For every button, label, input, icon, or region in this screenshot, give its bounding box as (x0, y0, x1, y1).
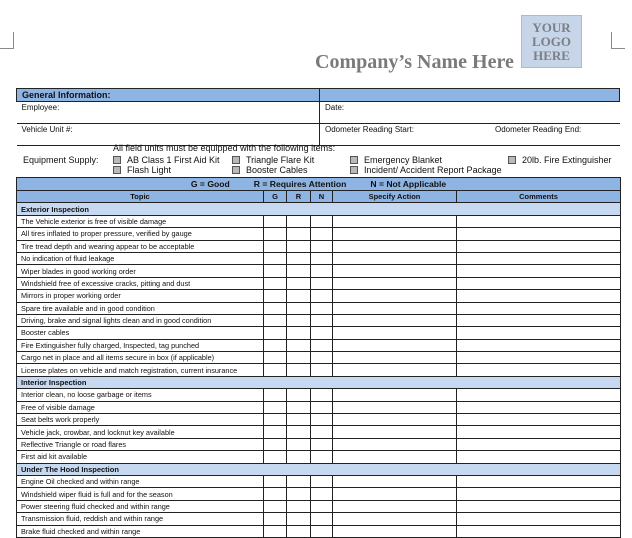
table-row (17, 240, 621, 252)
g-cell[interactable] (264, 290, 287, 302)
column-header-n: N (311, 191, 333, 203)
general-information-table (16, 88, 620, 146)
specify-action-cell[interactable] (333, 488, 457, 500)
checkbox-icon[interactable] (508, 156, 516, 164)
g-cell[interactable] (264, 364, 287, 376)
comments-cell[interactable] (457, 475, 621, 487)
specify-action-cell[interactable] (333, 364, 457, 376)
r-cell[interactable] (287, 389, 311, 401)
specify-action-cell[interactable] (333, 339, 457, 351)
g-cell[interactable] (264, 500, 287, 512)
checkbox-icon[interactable] (113, 166, 121, 174)
employee-label: Employee: (21, 103, 60, 112)
n-cell[interactable] (311, 314, 333, 326)
r-cell[interactable] (287, 215, 311, 227)
equipment-supply-label: Equipment Supply: (23, 155, 99, 165)
comments-cell[interactable] (457, 327, 621, 339)
n-cell[interactable] (311, 228, 333, 240)
g-cell[interactable] (264, 302, 287, 314)
r-cell[interactable] (287, 240, 311, 252)
g-cell[interactable] (264, 488, 287, 500)
r-cell[interactable] (287, 438, 311, 450)
equipment-item-label: 20lb. Fire Extinguisher (522, 155, 612, 165)
section-header-row (17, 203, 621, 215)
n-cell[interactable] (311, 451, 333, 463)
section-header-spacer (333, 376, 457, 388)
table-row (17, 513, 621, 525)
comments-cell[interactable] (457, 265, 621, 277)
comments-cell[interactable] (457, 339, 621, 351)
legend-requires-attention: R = Requires Attention (253, 178, 347, 189)
comments-cell[interactable] (457, 302, 621, 314)
topic-cell: Wiper blades in good working order (17, 265, 264, 277)
inspection-table (16, 177, 621, 538)
n-cell[interactable] (311, 265, 333, 277)
n-cell[interactable] (311, 389, 333, 401)
table-row (17, 364, 621, 376)
g-cell[interactable] (264, 475, 287, 487)
g-cell[interactable] (264, 451, 287, 463)
date-field[interactable] (320, 102, 620, 124)
equipment-item-booster-cables[interactable] (232, 165, 308, 175)
topic-cell: Spare tire available and in good condition (17, 302, 264, 314)
comments-cell[interactable] (457, 426, 621, 438)
specify-action-cell[interactable] (333, 302, 457, 314)
g-cell[interactable] (264, 513, 287, 525)
column-header-comments: Comments (457, 191, 621, 203)
section-title: Interior Inspection (17, 376, 264, 388)
specify-action-cell[interactable] (333, 314, 457, 326)
comments-cell[interactable] (457, 290, 621, 302)
section-header-spacer (311, 376, 333, 388)
n-cell[interactable] (311, 302, 333, 314)
table-row (17, 327, 621, 339)
general-information-header-spacer (320, 89, 620, 102)
g-cell[interactable] (264, 265, 287, 277)
vehicle-unit-label: Vehicle Unit #: (21, 125, 73, 134)
equipment-item-label: Emergency Blanket (364, 155, 443, 165)
topic-cell: Windshield free of excessive cracks, pitting and dust (17, 277, 264, 289)
logo-line: HERE (533, 47, 570, 63)
n-cell[interactable] (311, 525, 333, 537)
section-header-spacer (333, 463, 457, 475)
n-cell[interactable] (311, 364, 333, 376)
n-cell[interactable] (311, 352, 333, 364)
r-cell[interactable] (287, 488, 311, 500)
table-row (17, 389, 621, 401)
specify-action-cell[interactable] (333, 451, 457, 463)
n-cell[interactable] (311, 488, 333, 500)
comments-cell[interactable] (457, 401, 621, 413)
comments-cell[interactable] (457, 451, 621, 463)
equipment-item-label: Triangle Flare Kit (246, 155, 315, 165)
specify-action-cell[interactable] (333, 438, 457, 450)
n-cell[interactable] (311, 513, 333, 525)
section-header-spacer (287, 376, 311, 388)
topic-cell: No indication of fluid leakage (17, 252, 264, 264)
equipment-item-triangle-flare-kit[interactable] (232, 155, 314, 165)
table-row (17, 290, 621, 302)
column-header-row (17, 191, 621, 203)
equipment-item-flash-light[interactable] (113, 165, 171, 175)
section-header-spacer (264, 203, 287, 215)
topic-cell: The Vehicle exterior is free of visible damage (17, 215, 264, 227)
specify-action-cell[interactable] (333, 352, 457, 364)
page-corner-mark-left (0, 32, 14, 49)
g-cell[interactable] (264, 525, 287, 537)
r-cell[interactable] (287, 327, 311, 339)
equipment-item-incident-report-package[interactable] (350, 165, 502, 175)
n-cell[interactable] (311, 215, 333, 227)
n-cell[interactable] (311, 438, 333, 450)
n-cell[interactable] (311, 339, 333, 351)
comments-cell[interactable] (457, 488, 621, 500)
n-cell[interactable] (311, 426, 333, 438)
g-cell[interactable] (264, 327, 287, 339)
specify-action-cell[interactable] (333, 290, 457, 302)
g-cell[interactable] (264, 339, 287, 351)
r-cell[interactable] (287, 314, 311, 326)
specify-action-cell[interactable] (333, 525, 457, 537)
topic-cell: Seat belts work properly (17, 414, 264, 426)
r-cell[interactable] (287, 513, 311, 525)
section-header-spacer (457, 463, 621, 475)
topic-cell: License plates on vehicle and match registration, current insurance (17, 364, 264, 376)
g-cell[interactable] (264, 414, 287, 426)
logo-line: LOGO (531, 33, 571, 49)
table-row (17, 525, 621, 537)
section-header-spacer (457, 376, 621, 388)
section-header-spacer (311, 463, 333, 475)
section-header-row (17, 376, 621, 388)
comments-cell[interactable] (457, 252, 621, 264)
section-header-spacer (264, 376, 287, 388)
topic-cell: Vehicle jack, crowbar, and locknut key available (17, 426, 264, 438)
checkbox-icon[interactable] (350, 156, 358, 164)
specify-action-cell[interactable] (333, 252, 457, 264)
checkbox-icon[interactable] (232, 166, 240, 174)
n-cell[interactable] (311, 475, 333, 487)
specify-action-cell[interactable] (333, 475, 457, 487)
legend-not-applicable: N = Not Applicable (370, 178, 447, 189)
specify-action-cell[interactable] (333, 513, 457, 525)
r-cell[interactable] (287, 290, 311, 302)
table-row (17, 451, 621, 463)
r-cell[interactable] (287, 228, 311, 240)
r-cell[interactable] (287, 414, 311, 426)
r-cell[interactable] (287, 252, 311, 264)
employee-field[interactable] (17, 102, 320, 124)
section-header-row (17, 463, 621, 475)
g-cell[interactable] (264, 352, 287, 364)
specify-action-cell[interactable] (333, 414, 457, 426)
table-row (17, 314, 621, 326)
r-cell[interactable] (287, 401, 311, 413)
table-row (17, 339, 621, 351)
r-cell[interactable] (287, 339, 311, 351)
topic-cell: Windshield wiper fluid is full and for the season (17, 488, 264, 500)
table-row (17, 265, 621, 277)
comments-cell[interactable] (457, 438, 621, 450)
comments-cell[interactable] (457, 240, 621, 252)
table-row (17, 488, 621, 500)
column-header-r: R (287, 191, 311, 203)
odometer-start-field[interactable] (320, 124, 491, 146)
g-cell[interactable] (264, 240, 287, 252)
table-row (17, 277, 621, 289)
table-row (17, 438, 621, 450)
topic-cell: Free of visible damage (17, 401, 264, 413)
comments-cell[interactable] (457, 525, 621, 537)
topic-cell: Power steering fluid checked and within range (17, 500, 264, 512)
comments-cell[interactable] (457, 389, 621, 401)
section-header-spacer (311, 203, 333, 215)
section-header-spacer (264, 463, 287, 475)
comments-cell[interactable] (457, 228, 621, 240)
specify-action-cell[interactable] (333, 277, 457, 289)
n-cell[interactable] (311, 500, 333, 512)
comments-cell[interactable] (457, 414, 621, 426)
n-cell[interactable] (311, 290, 333, 302)
g-cell[interactable] (264, 277, 287, 289)
topic-cell: Interior clean, no loose garbage or items (17, 389, 264, 401)
r-cell[interactable] (287, 426, 311, 438)
logo-line: YOUR (532, 19, 571, 35)
date-label: Date: (325, 103, 345, 112)
column-header-specify-action: Specify Action (333, 191, 457, 203)
section-title: Under The Hood Inspection (17, 463, 264, 475)
column-header-g: G (264, 191, 287, 203)
n-cell[interactable] (311, 240, 333, 252)
topic-cell: Driving, brake and signal lights clean and in good condition (17, 314, 264, 326)
n-cell[interactable] (311, 327, 333, 339)
r-cell[interactable] (287, 451, 311, 463)
table-row (17, 215, 621, 227)
legend-good: G = Good (190, 178, 230, 189)
company-name: Company’s Name Here (315, 51, 514, 73)
g-cell[interactable] (264, 228, 287, 240)
g-cell[interactable] (264, 252, 287, 264)
r-cell[interactable] (287, 277, 311, 289)
equipment-intro: All field units must be equipped with the following items: (113, 143, 336, 153)
n-cell[interactable] (311, 401, 333, 413)
section-header-spacer (333, 203, 457, 215)
specify-action-cell[interactable] (333, 240, 457, 252)
equipment-item-label: Incident/ Accident Report Package (364, 165, 502, 175)
table-row (17, 252, 621, 264)
topic-cell: Reflective Triangle or road flares (17, 438, 264, 450)
g-cell[interactable] (264, 426, 287, 438)
comments-cell[interactable] (457, 364, 621, 376)
r-cell[interactable] (287, 265, 311, 277)
odometer-end-label: Odometer Reading End: (495, 125, 582, 134)
table-row (17, 401, 621, 413)
r-cell[interactable] (287, 475, 311, 487)
equipment-item-label: Flash Light (127, 165, 172, 175)
r-cell[interactable] (287, 364, 311, 376)
table-row (17, 426, 621, 438)
equipment-item-label: AB Class 1 First Aid Kit (127, 155, 220, 165)
table-row (17, 475, 621, 487)
logo-placeholder (521, 15, 582, 68)
page-corner-mark-right (611, 32, 625, 49)
specify-action-cell[interactable] (333, 401, 457, 413)
section-title: Exterior Inspection (17, 203, 264, 215)
table-row (17, 500, 621, 512)
comments-cell[interactable] (457, 277, 621, 289)
topic-cell: Tire tread depth and wearing appear to be acceptable (17, 240, 264, 252)
n-cell[interactable] (311, 252, 333, 264)
topic-cell: Mirrors in proper working order (17, 290, 264, 302)
table-row (17, 352, 621, 364)
n-cell[interactable] (311, 414, 333, 426)
checkbox-icon[interactable] (113, 156, 121, 164)
specify-action-cell[interactable] (333, 327, 457, 339)
topic-cell: Brake fluid checked and within range (17, 525, 264, 537)
n-cell[interactable] (311, 277, 333, 289)
g-cell[interactable] (264, 438, 287, 450)
comments-cell[interactable] (457, 500, 621, 512)
column-header-topic: Topic (17, 191, 264, 203)
topic-cell: Cargo net in place and all items secure in box (if applicable) (17, 352, 264, 364)
specify-action-cell[interactable] (333, 228, 457, 240)
section-header-spacer (287, 203, 311, 215)
equipment-item-emergency-blanket[interactable] (350, 155, 442, 165)
odometer-start-label: Odometer Reading Start: (325, 125, 414, 134)
checkbox-icon[interactable] (232, 156, 240, 164)
specify-action-cell[interactable] (333, 500, 457, 512)
odometer-end-field[interactable] (490, 124, 620, 146)
r-cell[interactable] (287, 500, 311, 512)
topic-cell: Fire Extinguisher fully charged, Inspected, tag punched (17, 339, 264, 351)
topic-cell: Transmission fluid, reddish and within range (17, 513, 264, 525)
g-cell[interactable] (264, 314, 287, 326)
comments-cell[interactable] (457, 215, 621, 227)
section-header-spacer (287, 463, 311, 475)
topic-cell: First aid kit available (17, 451, 264, 463)
r-cell[interactable] (287, 302, 311, 314)
g-cell[interactable] (264, 401, 287, 413)
r-cell[interactable] (287, 525, 311, 537)
comments-cell[interactable] (457, 352, 621, 364)
specify-action-cell[interactable] (333, 265, 457, 277)
comments-cell[interactable] (457, 513, 621, 525)
g-cell[interactable] (264, 215, 287, 227)
equipment-item-label: Booster Cables (246, 165, 308, 175)
specify-action-cell[interactable] (333, 215, 457, 227)
topic-cell: Engine Oil checked and within range (17, 475, 264, 487)
r-cell[interactable] (287, 352, 311, 364)
equipment-item-first-aid-kit[interactable] (113, 155, 220, 165)
rating-legend (17, 178, 621, 191)
g-cell[interactable] (264, 389, 287, 401)
table-row (17, 414, 621, 426)
equipment-item-fire-extinguisher[interactable] (508, 155, 612, 165)
specify-action-cell[interactable] (333, 389, 457, 401)
checkbox-icon[interactable] (350, 166, 358, 174)
table-row (17, 302, 621, 314)
general-information-title: General Information: (17, 89, 320, 102)
topic-cell: Booster cables (17, 327, 264, 339)
specify-action-cell[interactable] (333, 426, 457, 438)
section-header-spacer (457, 203, 621, 215)
comments-cell[interactable] (457, 314, 621, 326)
topic-cell: All tires inflated to proper pressure, verified by gauge (17, 228, 264, 240)
table-row (17, 228, 621, 240)
